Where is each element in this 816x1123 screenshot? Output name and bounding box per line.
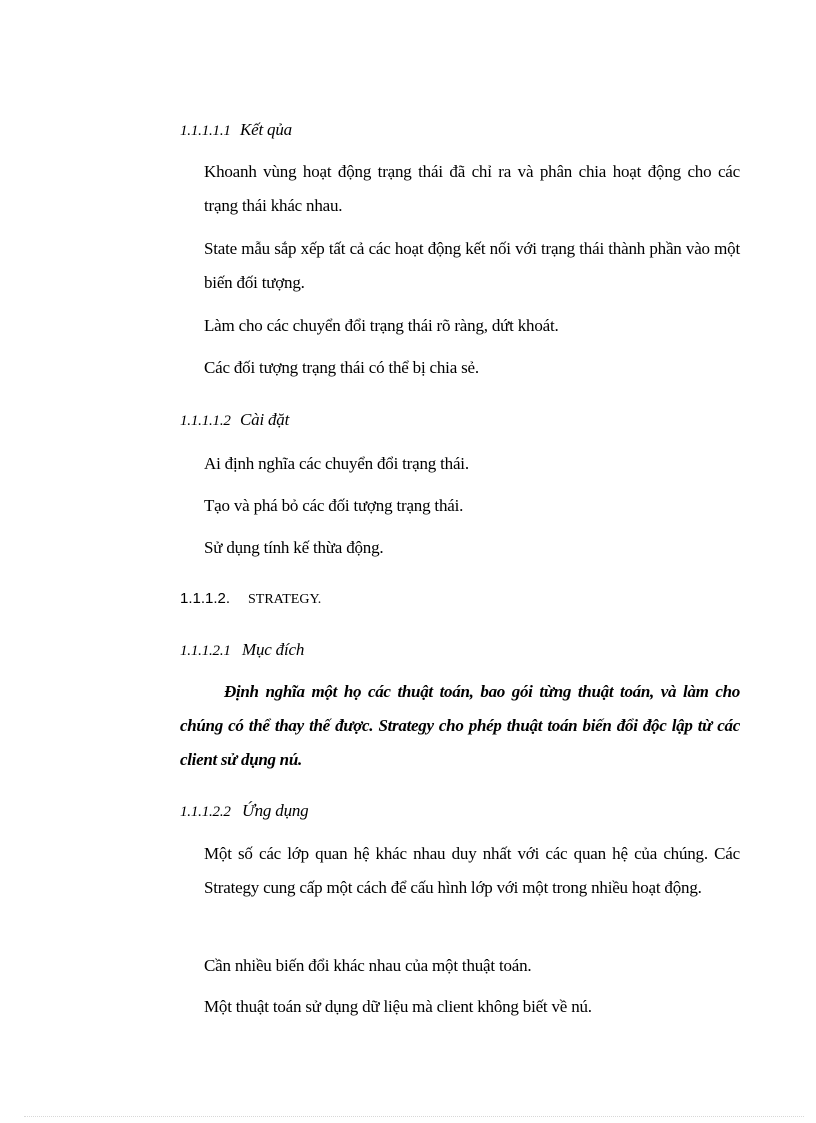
result-paragraph-4: Các đối tượng trạng thái có thể bị chia sẻ. xyxy=(204,358,479,377)
result-paragraph-3: Làm cho các chuyển đổi trạng thái rõ ràng, dứt khoát. xyxy=(204,316,559,335)
heading-result xyxy=(180,120,292,140)
application-paragraph-1: Một số các lớp quan hệ khác nhau duy nhất với các quan hệ của chúng. Các Strategy cung cấp một cách để cấu hình lớp với một trong nhiều hoạt động. xyxy=(204,844,740,897)
heading-install xyxy=(180,410,289,430)
heading-application-title: Ứng dụng xyxy=(242,801,309,820)
heading-purpose-title: Mục đích xyxy=(242,640,305,659)
heading-strategy-number: 1.1.1.2. xyxy=(180,590,231,607)
heading-result-number: 1.1.1.1.1 xyxy=(180,123,231,139)
heading-strategy xyxy=(180,590,321,608)
result-paragraph-1: Khoanh vùng hoạt động trạng thái đã chỉ ra và phân chia hoạt động cho các trạng thái khác nhau. xyxy=(204,162,740,215)
result-paragraph-2: State mẫu sắp xếp tất cả các hoạt động kết nối với trạng thái thành phần vào một biến đối tượng. xyxy=(204,239,740,292)
application-paragraph-3: Một thuật toán sử dụng dữ liệu mà client không biết về nú. xyxy=(204,997,592,1016)
purpose-definition: Định nghĩa một họ các thuật toán, bao gói từng thuật toán, và làm cho chúng có thể thay thế được. Strategy cho phép thuật toán biến đổi độc lập từ các client sử dụng nú. xyxy=(180,682,740,769)
heading-strategy-title: STRATEGY. xyxy=(248,592,322,607)
install-paragraph-3: Sử dụng tính kế thừa động. xyxy=(204,538,384,557)
heading-install-number: 1.1.1.1.2 xyxy=(180,413,231,429)
application-paragraph-2: Cần nhiều biến đổi khác nhau của một thuật toán. xyxy=(204,956,532,975)
heading-install-title: Cài đặt xyxy=(240,410,290,429)
heading-result-title: Kết qủa xyxy=(240,120,292,139)
heading-application-number: 1.1.1.2.2 xyxy=(180,804,231,820)
heading-purpose xyxy=(180,640,304,660)
heading-purpose-number: 1.1.1.2.1 xyxy=(180,643,231,659)
install-paragraph-2: Tạo và phá bỏ các đối tượng trạng thái. xyxy=(204,496,464,515)
install-paragraph-1: Ai định nghĩa các chuyển đổi trạng thái. xyxy=(204,454,469,473)
heading-application xyxy=(180,801,308,821)
page-bottom-divider xyxy=(24,1116,804,1117)
